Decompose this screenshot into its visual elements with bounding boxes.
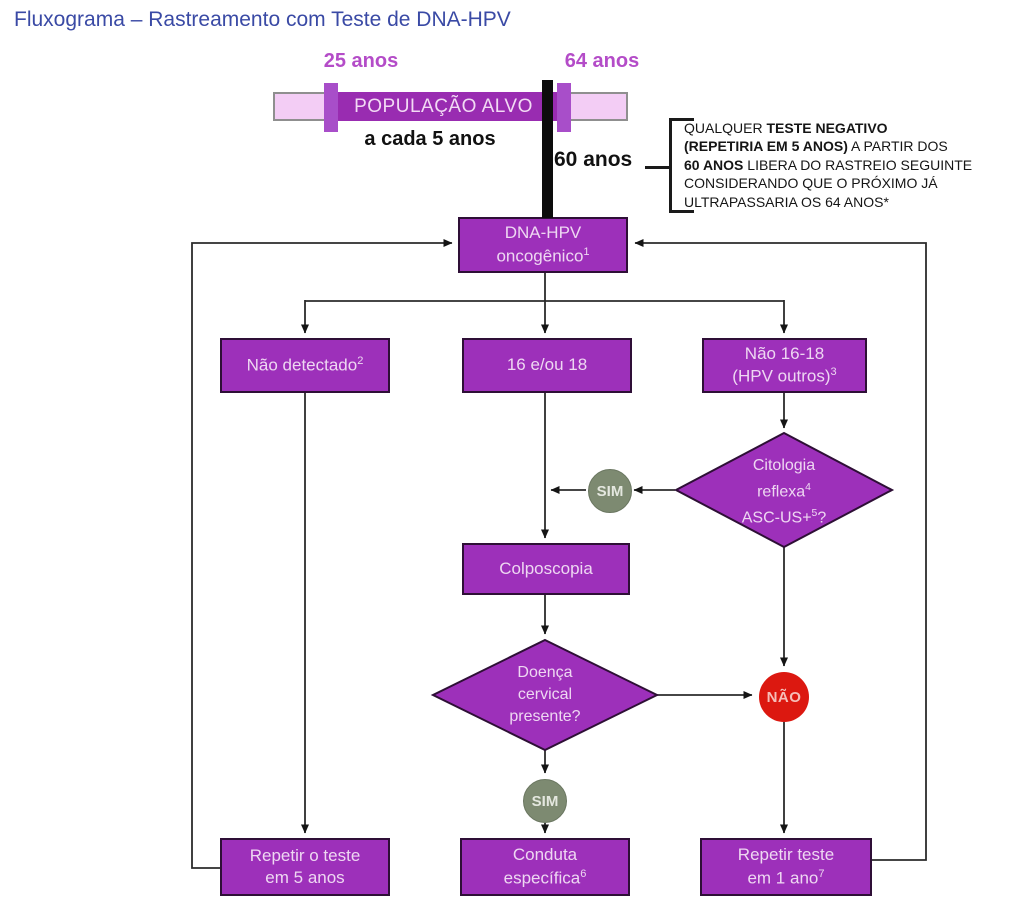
sim-circle-1: SIM xyxy=(588,469,632,513)
node-16-18: 16 e/ou 18 xyxy=(462,338,632,393)
nao-circle: NÃO xyxy=(759,672,809,722)
note-line-2: (REPETIRIA EM 5 ANOS) A PARTIR DOS xyxy=(684,138,948,155)
note-line-5: ULTRAPASSARIA OS 64 ANOS* xyxy=(684,193,889,210)
note-line-4: CONSIDERANDO QUE O PRÓXIMO JÁ xyxy=(684,175,938,192)
page-title: Fluxograma – Rastreamento com Teste de DNA-HPV xyxy=(14,8,511,31)
note-bracket-vertical xyxy=(669,118,672,213)
age-25-label: 25 anos xyxy=(323,50,399,72)
node-repetir-5-anos: Repetir o teste em 5 anos xyxy=(220,838,390,896)
connector-feedback-left-loop xyxy=(192,243,452,868)
interval-label: a cada 5 anos xyxy=(364,128,496,150)
age-64-label: 64 anos xyxy=(564,50,640,72)
age-60-connector-dash xyxy=(645,166,670,169)
note-text xyxy=(684,119,1022,211)
target-population-bar: POPULAÇÃO ALVO xyxy=(329,92,558,121)
node-dna-hpv-line2: oncogênico$^1$ xyxy=(496,245,590,266)
note-line-1: QUALQUER TESTE NEGATIVO xyxy=(684,120,888,136)
note-line-3: 60 ANOS LIBERA DO RASTREIO SEGUINTE xyxy=(684,156,973,173)
node-repetir-1-ano: Repetir teste em 1 ano$^7$ xyxy=(700,838,872,896)
tick-64-anos xyxy=(557,83,571,132)
node-colposcopia: Colposcopia xyxy=(462,543,630,595)
age-60-label: 60 anos xyxy=(554,148,633,171)
connector-feedback-right-loop xyxy=(635,243,926,860)
tick-25-anos xyxy=(324,83,338,132)
citologia-diamond-text: Citologia reflexa$^4$ ASC-US+$^5$? xyxy=(741,457,827,527)
node-dna-hpv xyxy=(458,217,628,273)
age-60-drop-line xyxy=(542,80,553,218)
node-nao-detectado: Não detectado$^2$ xyxy=(220,338,390,393)
node-conduta-especifica: Conduta específica$^6$ xyxy=(460,838,630,896)
sim-circle-2: SIM xyxy=(523,779,567,823)
doenca-diamond-text: Doença cervical presente? xyxy=(509,664,581,725)
node-nao-16-18: Não 16-18 (HPV outros)$^3$ xyxy=(702,338,867,393)
node-dna-hpv-line1: DNA-HPV xyxy=(504,223,582,243)
